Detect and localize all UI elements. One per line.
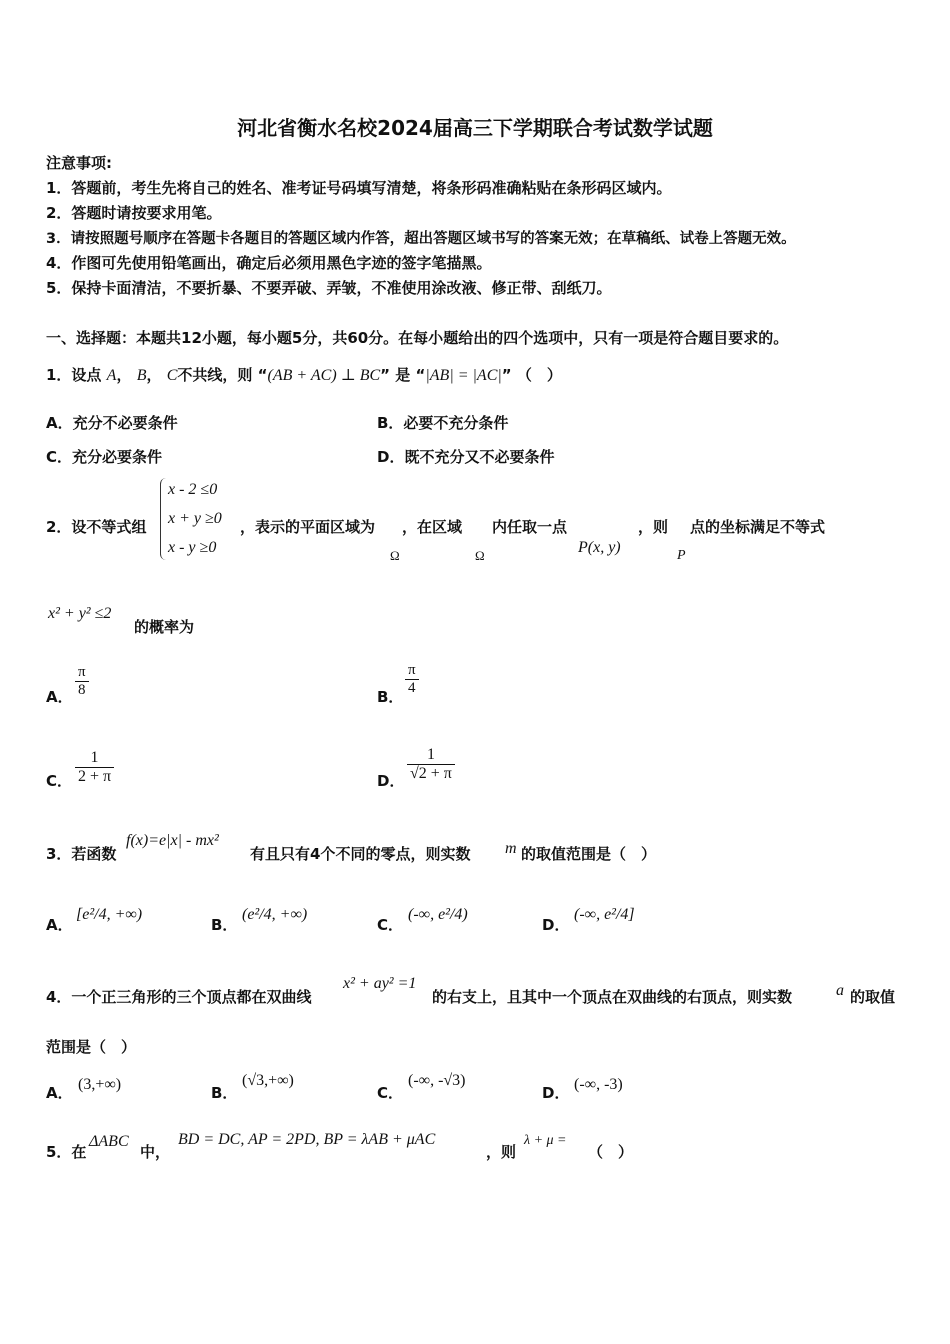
q2-ineq-1: x - 2 ≤0 xyxy=(168,481,218,498)
q3-option-a-label: A． xyxy=(46,916,73,934)
q1-comma: ， xyxy=(116,366,132,384)
q4-option-a-expr: (3,+∞) xyxy=(78,1076,122,1093)
page-title: 河北省衡水名校2024届高三下学期联合考试数学试题 xyxy=(237,116,713,140)
q2-p: P xyxy=(677,548,686,563)
q4-option-b-expr: (√3,+∞) xyxy=(242,1072,294,1089)
q2-option-c[interactable] xyxy=(46,770,72,791)
q3-option-c-expr: (-∞, e²/4) xyxy=(408,906,468,923)
q3-option-a-expr: [e²/4, +∞) xyxy=(76,906,143,923)
q4-option-a-label: A． xyxy=(46,1084,73,1102)
q4-option-c-label: C． xyxy=(377,1084,404,1102)
q2-option-c-label: C． xyxy=(46,772,73,790)
q3-option-d-label: D． xyxy=(542,916,570,934)
q5-expr: λ + μ = xyxy=(524,1133,567,1148)
q1-pre: 1．设点 xyxy=(46,366,102,384)
notice-item: 5．保持卡面清洁，不要折暴、不要弄破、弄皱，不准使用涂改液、修正带、刮纸刀。 xyxy=(46,279,612,297)
q2-option-d-label: D． xyxy=(377,772,405,790)
q2-option-c-frac xyxy=(75,749,114,786)
q2-option-a-label: A． xyxy=(46,688,73,706)
q3-option-a[interactable] xyxy=(46,914,73,935)
q2-option-d-frac xyxy=(407,746,455,783)
q2-option-d[interactable] xyxy=(377,770,404,791)
q1-open-quote: “ xyxy=(415,366,426,384)
q2-tail: 的概率为 xyxy=(134,618,195,636)
q1-open-quote: “ xyxy=(257,366,268,384)
q2-pre: 2．设不等式组 xyxy=(46,518,147,536)
notice-item: 3．请按照题号顺序在答题卡各题目的答题区域内作答，超出答题区域书写的答案无效；在草稿纸、试卷上答题无效。 xyxy=(46,231,796,247)
q2-omega: Ω xyxy=(390,548,400,563)
notice-item: 1．答题前，考生先将自己的姓名、准考证号码填写清楚，将条形码准确粘贴在条形码区域内。 xyxy=(46,179,672,197)
q1-expr1: (AB + AC) ⊥ BC xyxy=(267,367,381,384)
q2-text-region: ，表示的平面区域为 xyxy=(240,518,376,536)
q2-option-a-frac xyxy=(75,664,89,699)
q4-option-d[interactable] xyxy=(542,1082,569,1103)
q4-option-a[interactable] xyxy=(46,1082,73,1103)
q1-blank: （ ） xyxy=(516,366,562,384)
q2-text-coords: 点的坐标满足不等式 xyxy=(690,518,826,536)
q1-point-c: C xyxy=(166,367,178,384)
q5-triangle: ΔABC xyxy=(89,1133,129,1150)
q4-option-c-expr: (-∞, -√3) xyxy=(408,1072,466,1089)
q2-d-num: 1 xyxy=(426,746,435,763)
q3-option-c[interactable] xyxy=(377,914,403,935)
q3-m: m xyxy=(505,840,517,857)
q1-is: 是 xyxy=(395,366,411,384)
section-heading: 一、选择题：本题共12小题，每小题5分，共60分。在每小题给出的四个选项中，只有一项是符合题目要求的。 xyxy=(46,329,789,347)
q3-option-d[interactable] xyxy=(542,914,569,935)
q2-c-num: 1 xyxy=(90,749,99,766)
q5-then: ，则 xyxy=(486,1143,517,1161)
q3-tail: 的取值范围是（ ） xyxy=(521,845,657,863)
q5-blank: （ ） xyxy=(588,1143,634,1161)
q3-func: f(x)=e|x| - mx² xyxy=(126,832,219,849)
q1-expr2: |AB| = |AC| xyxy=(425,367,502,384)
q2-omega: Ω xyxy=(475,548,485,563)
notice-item: 2．答题时请按要求用笔。 xyxy=(46,204,222,222)
q1-option-b[interactable]: B．必要不充分条件 xyxy=(377,414,509,432)
q2-text-pick: 内任取一点 xyxy=(492,518,568,536)
q3-pre: 3．若函数 xyxy=(46,845,117,863)
q2-ineq-3: x - y ≥0 xyxy=(168,539,217,556)
q1-point-a: A xyxy=(106,367,117,384)
q1-option-c[interactable]: C．充分必要条件 xyxy=(46,448,163,466)
q2-a-den: 8 xyxy=(75,681,89,699)
q3-option-b-label: B． xyxy=(211,916,238,934)
q4-line2: 范围是（ ） xyxy=(46,1038,137,1056)
q2-b-num: π xyxy=(408,662,416,678)
q1-close-quote: ” xyxy=(380,366,391,384)
q1-option-d[interactable]: D．既不充分又不必要条件 xyxy=(377,448,555,466)
q2-c-den: 2 + π xyxy=(75,767,114,786)
notice-heading: 注意事项: xyxy=(46,154,112,172)
q2-option-b-label: B． xyxy=(377,688,404,706)
q4-option-d-label: D． xyxy=(542,1084,570,1102)
q2-system-brace xyxy=(160,478,167,560)
q2-option-b[interactable] xyxy=(377,686,403,707)
q1-option-a[interactable]: A．充分不必要条件 xyxy=(46,414,178,432)
q1-close-quote: ” xyxy=(501,366,512,384)
q2-text-in-region: ，在区域 xyxy=(402,518,463,536)
q4-pre: 4．一个正三角形的三个顶点都在双曲线 xyxy=(46,988,312,1006)
q5-mid: 中， xyxy=(140,1143,171,1161)
q2-ineq: x² + y² ≤2 xyxy=(48,605,112,622)
q4-option-b-label: B． xyxy=(211,1084,238,1102)
q1-point-b: B xyxy=(136,367,147,384)
q5-condition: BD = DC, AP = 2PD, BP = λAB + μAC xyxy=(178,1131,436,1148)
q3-option-c-label: C． xyxy=(377,916,404,934)
q2-b-den: 4 xyxy=(405,679,419,697)
q2-option-b-frac xyxy=(405,662,419,697)
notice-item: 4．作图可先使用铅笔画出，确定后必须用黑色字迹的签字笔描黑。 xyxy=(46,254,492,272)
q2-d-den: √2 + π xyxy=(407,764,455,783)
q3-option-d-expr: (-∞, e²/4] xyxy=(574,906,635,923)
q4-option-b[interactable] xyxy=(211,1082,237,1103)
q4-tail: 的取值 xyxy=(850,988,896,1006)
q3-mid: 有且只有4个不同的零点，则实数 xyxy=(250,845,471,863)
q4-option-c[interactable] xyxy=(377,1082,403,1103)
q1-comma: ， xyxy=(146,366,162,384)
question-1-stem xyxy=(46,364,562,385)
q4-curve: x² + ay² =1 xyxy=(343,975,417,992)
q3-option-b-expr: (e²/4, +∞) xyxy=(242,906,308,923)
q4-option-d-expr: (-∞, -3) xyxy=(574,1076,623,1093)
q2-option-a[interactable] xyxy=(46,686,73,707)
q2-a-num: π xyxy=(78,664,86,680)
q4-a: a xyxy=(836,982,844,999)
q3-option-b[interactable] xyxy=(211,914,237,935)
q2-text-then: ，则 xyxy=(638,518,669,536)
q1-mid: 不共线，则 xyxy=(177,366,253,384)
q2-point: P(x, y) xyxy=(578,539,621,556)
q2-ineq-2: x + y ≥0 xyxy=(168,510,222,527)
q4-mid: 的右支上，且其中一个顶点在双曲线的右顶点，则实数 xyxy=(432,988,793,1006)
q5-pre: 5．在 xyxy=(46,1143,87,1161)
